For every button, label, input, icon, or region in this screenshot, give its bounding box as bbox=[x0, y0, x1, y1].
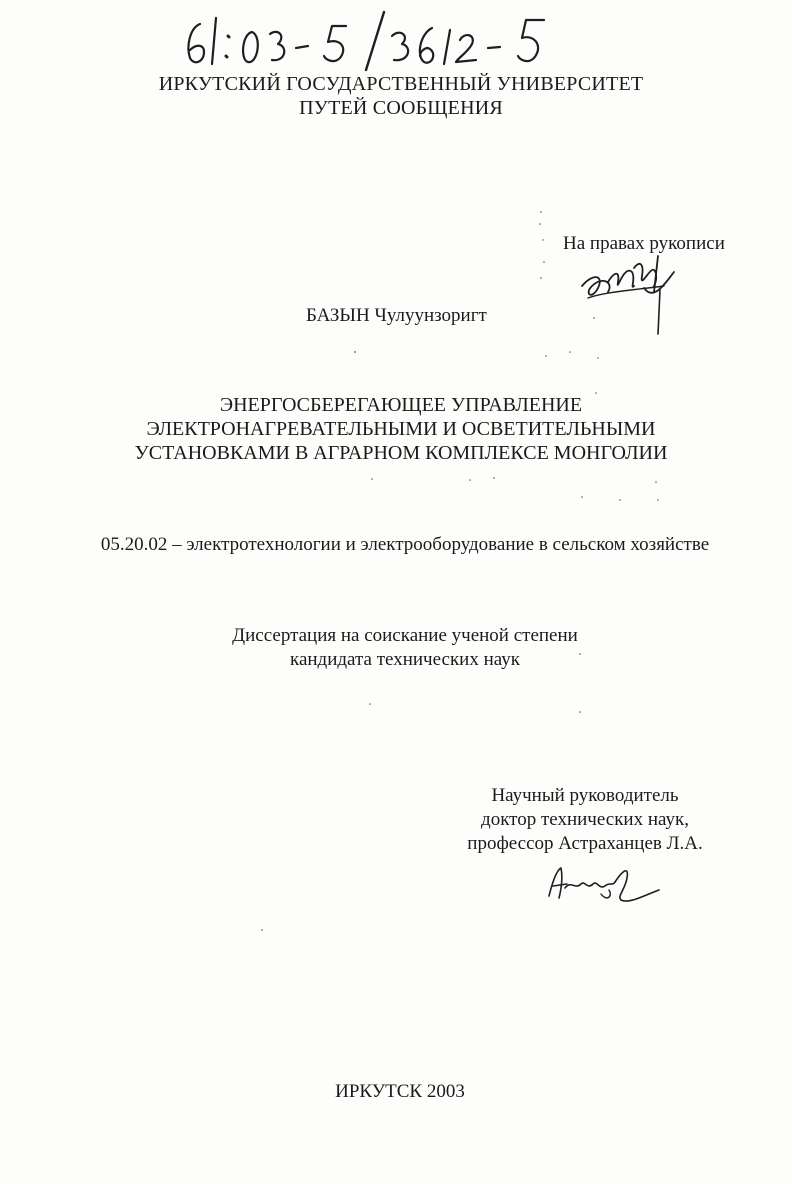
author-signature bbox=[574, 242, 684, 338]
advisor-line-2: доктор технических наук, bbox=[481, 809, 689, 830]
title-line-1: ЭНЕРГОСБЕРЕГАЮЩЕЕ УПРАВЛЕНИЕ bbox=[219, 394, 583, 416]
institution-name bbox=[96, 72, 706, 120]
degree-line-1: Диссертация на соискание ученой степени bbox=[232, 625, 578, 646]
author-name: БАЗЫН Чулуунзоригт bbox=[306, 305, 487, 326]
advisor-signature bbox=[543, 860, 663, 906]
handwritten-code-drawing bbox=[178, 6, 578, 76]
advisor-line-3: профессор Астраханцев Л.А. bbox=[467, 833, 703, 854]
dissertation-title bbox=[96, 393, 706, 465]
title-line-3: УСТАНОВКАМИ В АГРАРНОМ КОМПЛЕКСЕ МОНГОЛИИ bbox=[134, 442, 668, 464]
city-and-year: ИРКУТСК 2003 bbox=[335, 1081, 465, 1102]
advisor-line-1: Научный руководитель bbox=[491, 785, 679, 806]
specialty-code: 05.20.02 – электротехнологии и электрооборудование в сельском хозяйстве bbox=[100, 534, 710, 555]
advisor-signature-drawing bbox=[543, 860, 663, 906]
handwritten-archive-code bbox=[178, 6, 578, 76]
manuscript-rights-note: На правах рукописи bbox=[563, 233, 725, 254]
title-line-2: ЭЛЕКТРОНАГРЕВАТЕЛЬНЫМИ И ОСВЕТИТЕЛЬНЫМИ bbox=[146, 418, 656, 440]
author-signature-drawing bbox=[574, 242, 684, 338]
scientific-advisor bbox=[430, 784, 740, 856]
degree-line-2: кандидата технических наук bbox=[290, 649, 520, 670]
degree-statement bbox=[150, 624, 660, 672]
institution-line-2: ПУТЕЙ СООБЩЕНИЯ bbox=[299, 97, 503, 119]
institution-line-1: ИРКУТСКИЙ ГОСУДАРСТВЕННЫЙ УНИВЕРСИТЕТ bbox=[158, 73, 644, 95]
